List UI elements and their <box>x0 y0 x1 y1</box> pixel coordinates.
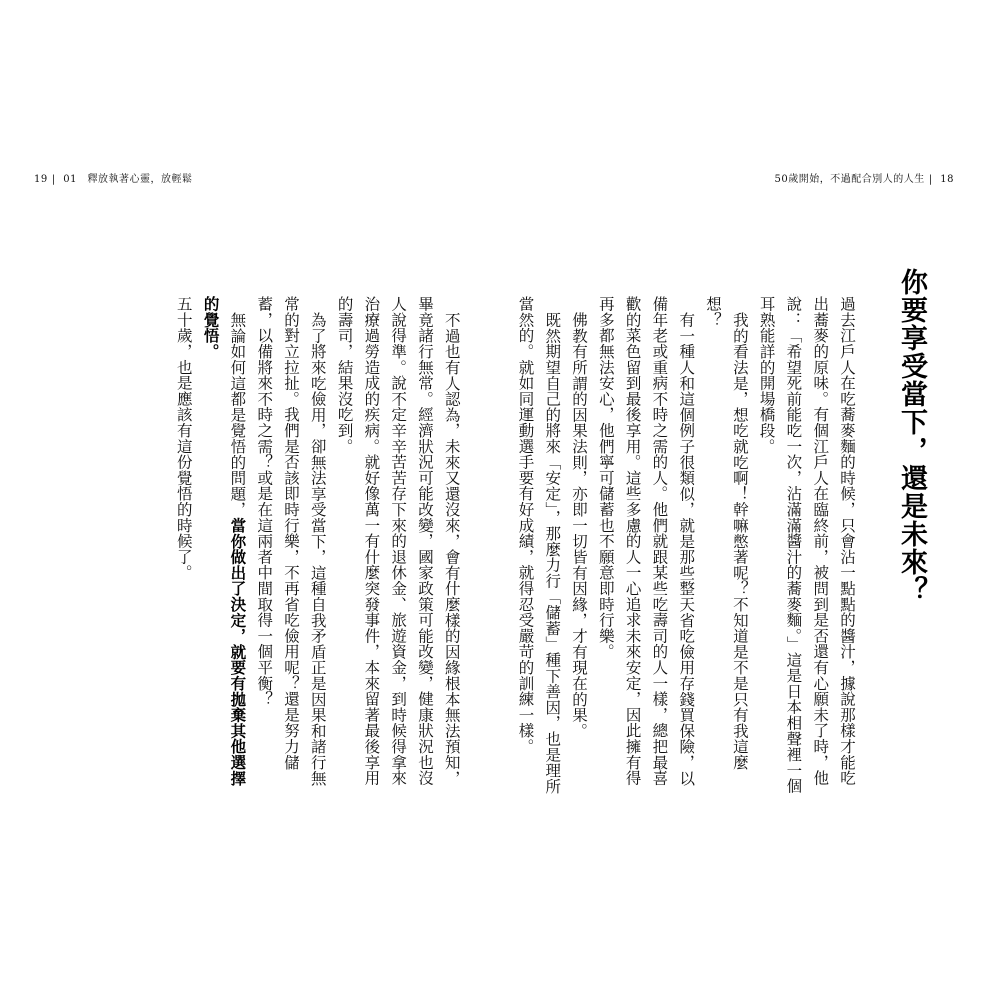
left-page-header: 19 | 01 釋放執著心靈，放輕鬆 <box>34 174 193 185</box>
chapter-title: 你要享受當下，還是未來？ <box>896 268 927 604</box>
right-page-body <box>512 296 860 796</box>
left-chapter-title: 01 釋放執著心靈，放輕鬆 <box>63 174 193 185</box>
paragraph: 有一種人和這個例子很類似，就是那些整天省吃儉用存錢買保險，以備年老或重病不時之需的人。他們就跟某些吃壽司的人一樣，總把最喜歡的菜色留到最後享用。這些多慮的人一心追求未來安定，因此擁有得再多都無法安心，他們寧可儲蓄也不願意即時行樂。 <box>596 296 696 786</box>
paragraph: 既然期望自己的將來「安定」，那麼力行「儲蓄」種下善因，也是理所當然的。就如同運動選手要有好成績，就得忍受嚴苛的訓練一樣。 <box>516 296 562 794</box>
paragraph: 為了將來吃儉用，卻無法享受當下，這種自我矛盾正是因果和諸行無常的對立拉扯。我們是否該即時行樂，不再省吃儉用呢？還是努力儲蓄，以備將來不時之需？或是在這兩者中間取得一個平衡？ <box>255 296 327 786</box>
right-book-title: 50歲開始，不過配合別人的人生 <box>774 174 925 185</box>
paragraph <box>197 296 251 796</box>
left-page-number: 19 <box>34 174 48 185</box>
right-page-header: 50歲開始，不過配合別人的人生 | 18 <box>774 174 954 185</box>
paragraph: 五十歲，也是應該有這份覺悟的時候了。 <box>174 296 193 581</box>
right-page-number: 18 <box>940 174 954 185</box>
paragraph: 不過也有人認為，未來又還沒來，會有什麼樣的因緣根本無法預知，畢竟諸行無常。經濟狀況可能改變，國家政策可能改變，健康狀況也沒人說得準。說不定辛辛苦苦存下來的退休金、旅遊資金，到時候得拿來治療過勞造成的疾病。就好像萬一有什麼突發事件，本來留著最後享用的壽司，結果沒吃到。 <box>335 296 461 786</box>
paragraph-plain-text: 無論如何這都是覺悟的問題， <box>228 311 247 517</box>
paragraph: 佛教有所謂的因果法則，亦即一切皆有因緣，才有現在的果。 <box>570 311 589 739</box>
paragraph: 過去江戶人在吃蕎麥麵的時候，只會沾一點點的醬汁，據說那樣才能吃出蕎麥的原味。有個江戶人在臨終前，被問到是否還有心願未了時，他說：「希望死前能吃一次，沾滿滿醬汁的蕎麥麵。」這是日本相聲裡一個耳熟能詳的開場橋段。 <box>757 296 856 794</box>
paragraph-bold-text: 當你做出了決定，就要有拋棄其他選擇的覺悟。 <box>201 296 248 786</box>
left-page-body <box>170 296 465 796</box>
paragraph: 我的看法是，想吃就吃啊！幹嘛憋著呢？不知道是不是只有我這麼想？ <box>704 296 749 770</box>
